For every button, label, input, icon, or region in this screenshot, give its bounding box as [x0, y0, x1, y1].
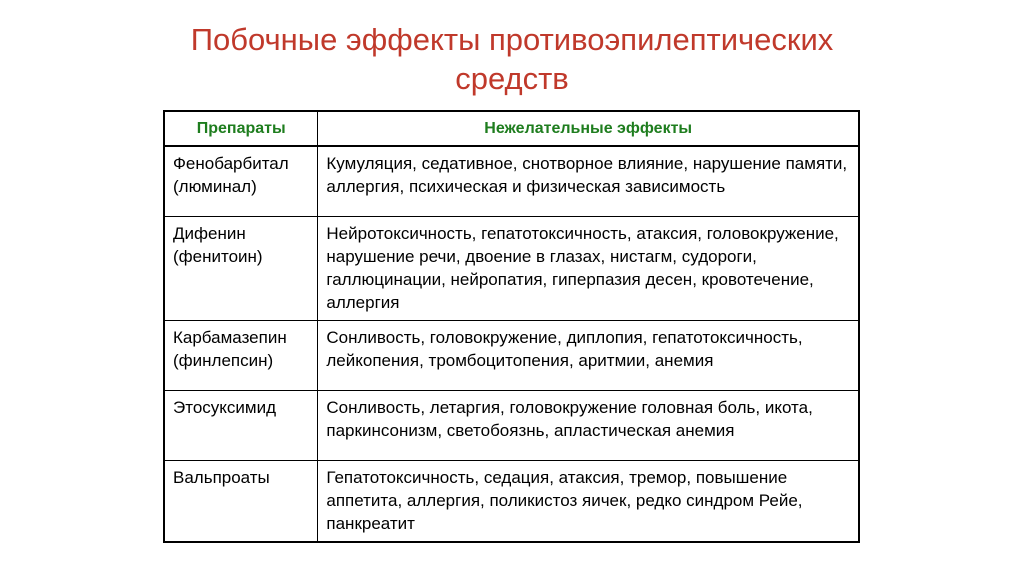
- table-row: [164, 391, 859, 461]
- drug-cell: Дифенин (фенитоин): [164, 217, 318, 321]
- table-header-row: [164, 111, 859, 146]
- header-drugs: Препараты: [164, 111, 318, 146]
- effects-cell: Нейротоксичность, гепатотоксичность, атаксия, головокружение, нарушение речи, двоение в глазах, нистагм, судороги, галлюцинации, нейропатия, гиперпазия десен, кровотечение, аллергия: [318, 217, 859, 321]
- drug-cell: Этосуксимид: [164, 391, 318, 461]
- drug-cell: Вальпроаты: [164, 461, 318, 543]
- slide-title: [0, 20, 1024, 98]
- effects-cell: Гепатотоксичность, седация, атаксия, тремор, повышение аппетита, аллергия, поликистоз яичек, редко синдром Рейе, панкреатит: [318, 461, 859, 543]
- header-effects: Нежелательные эффекты: [318, 111, 859, 146]
- drug-cell: Фенобарбитал (люминал): [164, 146, 318, 217]
- table-row: [164, 217, 859, 321]
- side-effects-table: [163, 110, 860, 543]
- slide-title-line-2: средств: [455, 61, 569, 96]
- slide-title-line-1: Побочные эффекты противоэпилептических: [190, 22, 834, 57]
- table-row: [164, 321, 859, 391]
- table-row: [164, 461, 859, 543]
- effects-cell: Кумуляция, седативное, снотворное влияние, нарушение памяти, аллергия, психическая и физическая зависимость: [318, 146, 859, 217]
- effects-cell: Сонливость, летаргия, головокружение головная боль, икота, паркинсонизм, светобоязнь, апластическая анемия: [318, 391, 859, 461]
- drug-cell: Карбамазепин (финлепсин): [164, 321, 318, 391]
- effects-cell: Сонливость, головокружение, диплопия, гепатотоксичность, лейкопения, тромбоцитопения, аритмии, анемия: [318, 321, 859, 391]
- table-row: [164, 146, 859, 217]
